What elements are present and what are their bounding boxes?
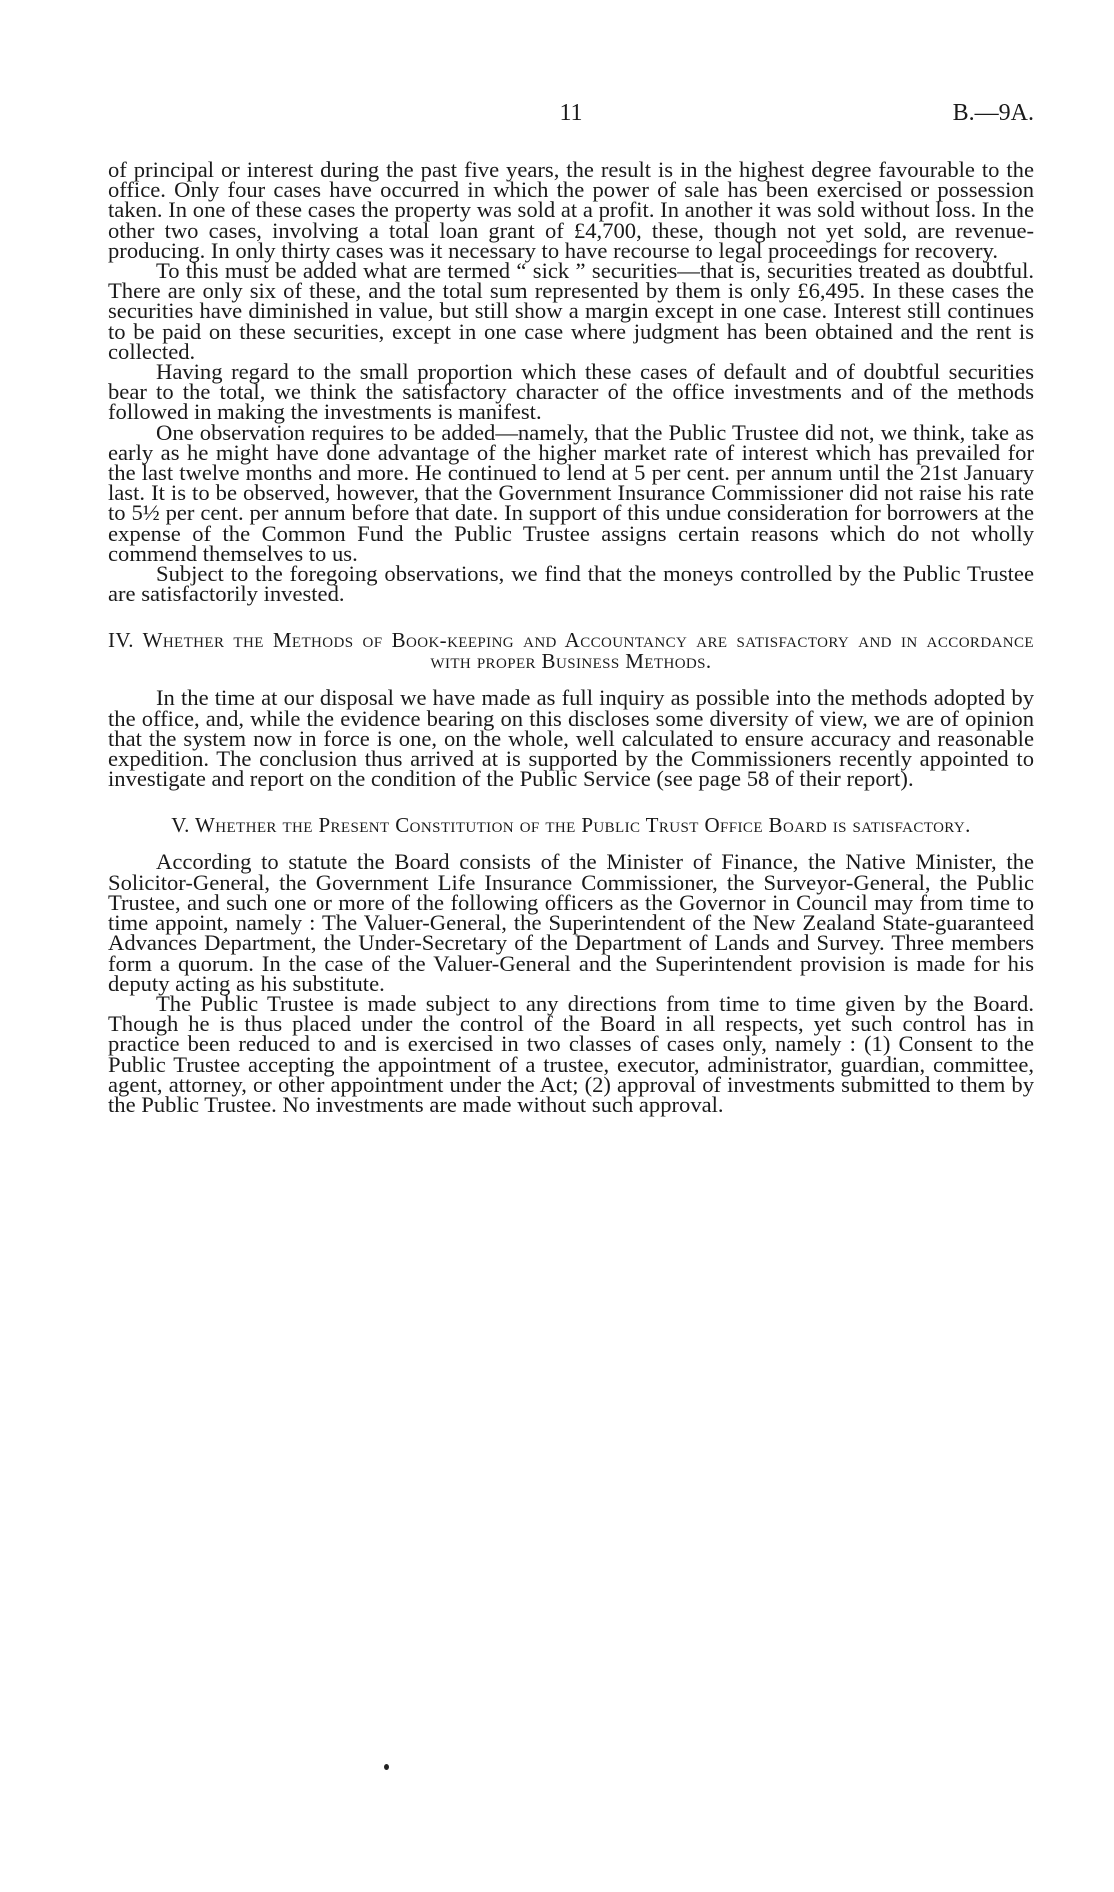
section-heading-iv [108,630,1034,672]
section-numeral: V. [171,813,190,838]
stray-ink-mark [384,1764,389,1770]
section-title: Whether the Present Constitution of the Public Trust Office Board is satisfactory. [195,813,971,838]
paragraph: One observation requires to be added—namely, that the Public Trustee did not, we think, take as early as he might have done advantage of the higher market rate of interest which has prevailed for the last twelve months and more. He continued to lend at 5 per cent. per annum until the 21st January last. It is to be observed, however, that the Government Insurance Commissioner did not raise his rate to 5½ per cent. per annum before that date. In support of this undue consideration for borrowers at the expense of the Common Fund the Public Trustee assigns certain reasons which do not wholly commend themselves to us. [108,419,1034,566]
paragraph: To this must be added what are termed “ sick ” securities—that is, securities treated as doubtful. There are only six of these, and the total sum represented by them is only £6,495. In these cases the securities have diminished in value, but still show a margin except in one case. Interest still continues to be paid on these securities, except in one case where judgment has been obtained and the rent is collected. [108,258,1034,364]
section-numeral: IV. [108,628,134,653]
section-title: Whether the Methods of Book-keeping and Accountancy are satisfactory and in accordance with proper Business Methods. [142,628,1034,674]
opening-text [108,157,1034,607]
paragraph: The Public Trustee is made subject to any directions from time to time given by the Board. Though he is thus placed under the control of the Board in all respects, yet such control has in practice been reduced to and is exercised in two classes of cases only, namely : (1) Consent to the Public Trustee accepting the appointment of a trustee, executor, administrator, guardian, committee, agent, attorney, or other appointment under the Act; (2) approval of investments submitted to them by the Public Trustee. No investments are made without such approval. [108,990,1034,1117]
paragraph: of principal or interest during the past five years, the result is in the highest degree favourable to the office. Only four cases have occurred in which the power of sale has been exercised or possession taken. In one of these cases the property was sold at a profit. In another it was sold without loss. In the other two cases, involving a total loan grant of £4,700, these, though not yet sold, are revenue-producing. In only thirty cases was it necessary to have recourse to legal proceedings for recovery. [108,157,1034,263]
page-header [108,100,1034,134]
paragraph: In the time at our disposal we have made as full inquiry as possible into the methods adopted by the office, and, while the evidence bearing on this discloses some diversity of view, we are of opinion that the system now in force is one, on the whole, well calculated to ensure accuracy and reasonable expedition. The conclusion thus arrived at is supported by the Commissioners recently appointed to investigate and report on the condition of the Public Service (see page 58 of their report). [108,685,1034,792]
section-v-body [108,849,1034,1117]
document-reference: B.—9A. [952,100,1034,126]
page-number: 11 [559,100,583,126]
paragraph: Having regard to the small proportion which these cases of default and of doubtful securities bear to the total, we think the satisfactory character of the office investments and of the methods followed in making the investments is manifest. [108,359,1034,425]
paragraph: According to statute the Board consists of the Minister of Finance, the Native Minister, the Solicitor-General, the Government Life Insurance Commissioner, the Surveyor-General, the Public Trustee, and such one or more of the following officers as the Governor in Council may from time to time appoint, namely : The Valuer-General, the Superintendent of the New Zealand State-guaranteed Advances Department, the Under-Secretary of the Department of Lands and Survey. Three members form a quorum. In the case of the Valuer-General and the Superintendent provision is made for his deputy acting as his substitute. [108,849,1034,996]
paragraph: Subject to the foregoing observations, we find that the moneys controlled by the Public Trustee are satisfactorily invested. [108,561,1034,607]
section-heading-v [108,815,1034,836]
section-iv-body [108,685,1034,792]
document-page [108,100,1034,1115]
